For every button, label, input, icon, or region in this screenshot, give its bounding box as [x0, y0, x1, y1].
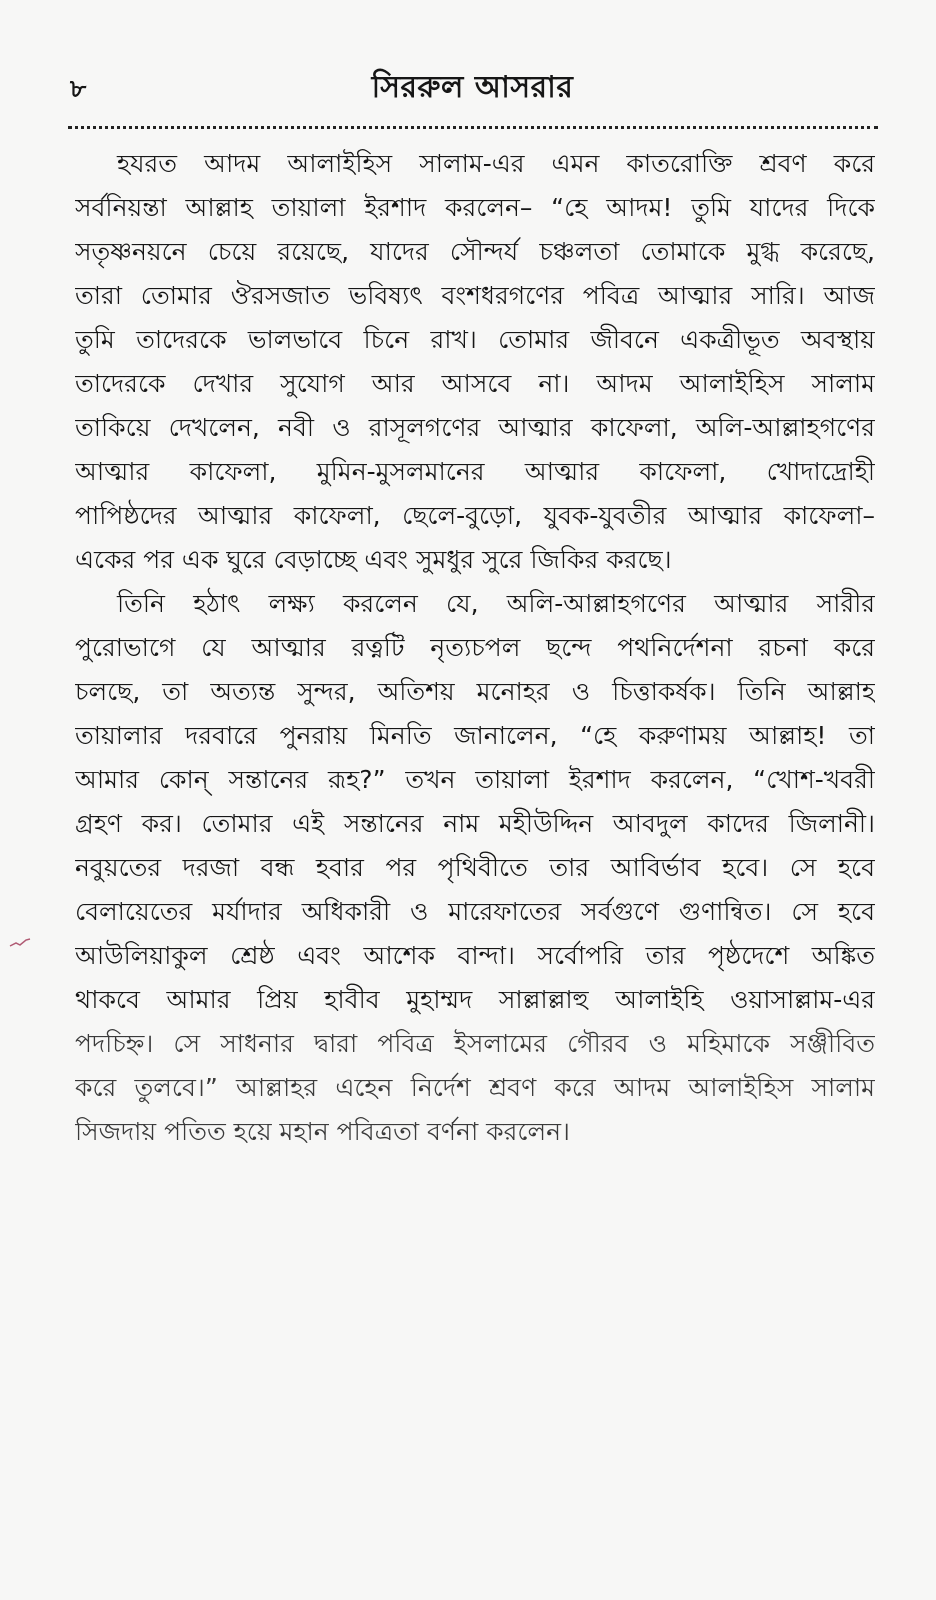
- text-line: তাকিয়ে দেখলেন, নবী ও রাসূলগণের আত্মার কাফেলা, অলি-আল্লাহগণের: [75, 413, 875, 442]
- text-line: সতৃষ্ণনয়নে চেয়ে রয়েছে, যাদের সৌন্দর্য চঞ্চলতা তোমাকে মুগ্ধ করেছে,: [75, 237, 875, 266]
- text-line: আউলিয়াকুল শ্রেষ্ঠ এবং আশেক বান্দা। সর্বোপরি তার পৃষ্ঠদেশে অঙ্কিত: [75, 941, 875, 970]
- text-line: হযরত আদম আলাইহিস সালাম-এর এমন কাতরোক্তি শ্রবণ করে: [117, 149, 875, 178]
- body-text: [75, 142, 875, 1154]
- text-line: তাদেরকে দেখার সুযোগ আর আসবে না। আদম আলাইহিস সালাম: [75, 369, 875, 398]
- text-line: পাপিষ্ঠদের আত্মার কাফেলা, ছেলে-বুড়ো, যুবক-যুবতীর আত্মার কাফেলা–: [75, 501, 875, 530]
- running-title: সিররুল আসরার: [371, 70, 574, 105]
- text-line: আত্মার কাফেলা, মুমিন-মুসলমানের আত্মার কাফেলা, খোদাদ্রোহী: [75, 457, 875, 486]
- text-line: পদচিহ্ন। সে সাধনার দ্বারা পবিত্র ইসলামের গৌরব ও মহিমাকে সঞ্জীবিত: [75, 1029, 875, 1058]
- text-line: থাকবে আমার প্রিয় হাবীব মুহাম্মদ সাল্লাল্লাহু আলাইহি ওয়াসাল্লাম-এর: [75, 985, 875, 1014]
- text-line: একের পর এক ঘুরে বেড়াচ্ছে এবং সুমধুর সুরে জিকির করছে।: [75, 545, 672, 574]
- text-line: তিনি হঠাৎ লক্ষ্য করলেন যে, অলি-আল্লাহগণের আত্মার সারীর: [117, 589, 875, 618]
- text-line: তায়ালার দরবারে পুনরায় মিনতি জানালেন, “হে করুণাময় আল্লাহ! তা: [75, 721, 875, 750]
- page-number: ৮: [70, 74, 87, 103]
- paragraph-2: [75, 582, 875, 1154]
- paragraph-1: [75, 142, 875, 582]
- text-line: তারা তোমার ঔরসজাত ভবিষ্যৎ বংশধরগণের পবিত্র আত্মার সারি। আজ: [75, 281, 875, 310]
- header-dotted-rule: [68, 126, 878, 129]
- text-line: চলছে, তা অত্যন্ত সুন্দর, অতিশয় মনোহর ও চিত্তাকর্ষক। তিনি আল্লাহ: [75, 677, 875, 706]
- text-line: সিজদায় পতিত হয়ে মহান পবিত্রতা বর্ণনা করলেন।: [75, 1117, 570, 1146]
- text-line: গ্রহণ কর। তোমার এই সন্তানের নাম মহীউদ্দিন আবদুল কাদের জিলানী।: [75, 809, 875, 838]
- page-header: [70, 70, 875, 120]
- text-line: সর্বনিয়ন্তা আল্লাহ তায়ালা ইরশাদ করলেন– “হে আদম! তুমি যাদের দিকে: [75, 193, 875, 222]
- text-line: আমার কোন্ সন্তানের রূহ?” তখন তায়ালা ইরশাদ করলেন, “খোশ-খবরী: [75, 765, 875, 794]
- text-line: বেলায়েতের মর্যাদার অধিকারী ও মারেফাতের সর্বগুণে গুণান্বিত। সে হবে: [75, 897, 875, 926]
- margin-pencil-mark: [8, 934, 32, 950]
- text-line: নবুয়তের দরজা বন্ধ হবার পর পৃথিবীতে তার আবির্ভাব হবে। সে হবে: [75, 853, 875, 882]
- text-line: তুমি তাদেরকে ভালভাবে চিনে রাখ। তোমার জীবনে একত্রীভূত অবস্থায়: [75, 325, 875, 354]
- text-line: করে তুলবে।” আল্লাহর এহেন নির্দেশ শ্রবণ করে আদম আলাইহিস সালাম: [75, 1073, 875, 1102]
- text-line: পুরোভাগে যে আত্মার রত্নটি নৃত্যচপল ছন্দে পথনির্দেশনা রচনা করে: [75, 633, 875, 662]
